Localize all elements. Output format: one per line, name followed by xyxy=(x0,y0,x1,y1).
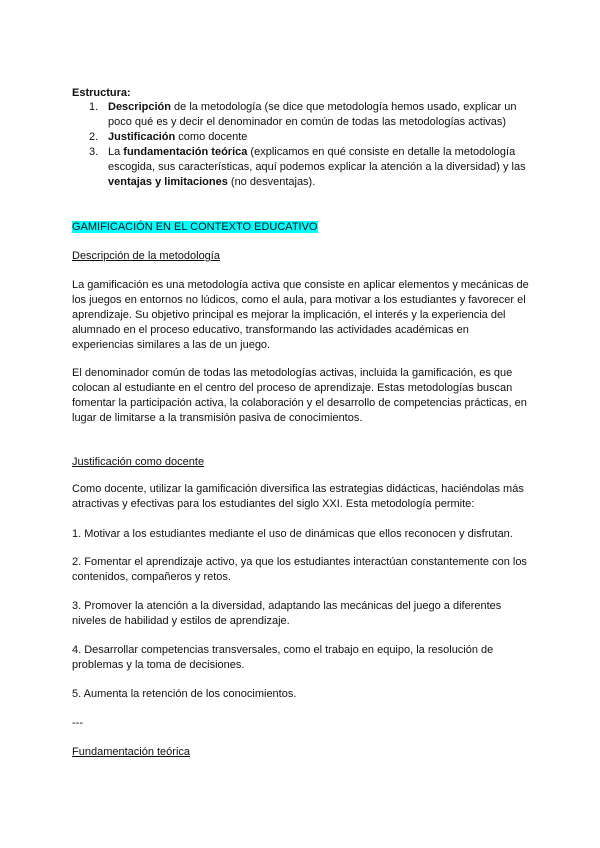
estructura-item-1: 1. Descripción de la metodología (se dice que metodología hemos usado, explicar un poco qué es y decir el denominador en común de todas las metodologías activas) xyxy=(89,101,517,128)
estructura-list xyxy=(72,100,532,190)
justificacion-item-1: 1. Motivar a los estudiantes mediante el uso de dinámicas que ellos reconocen y disfrutan. xyxy=(72,528,513,540)
descripcion-paragraph-1: La gamificación es una metodología activa que consiste en aplicar elementos y mecánicas de los juegos en entornos no lúdicos, como el aula, para motivar a los estudiantes y favorecer el aprendizaje. Su objetivo principal es mejorar la implicación, el interés y la experiencia del alumnado en el proceso educativo, transformando las actividades académicas en experiencias similares a las de un juego. xyxy=(72,279,529,351)
fundamentacion-heading: Fundamentación teórica xyxy=(72,746,191,758)
justificacion-item-5: 5. Aumenta la retención de los conocimientos. xyxy=(72,688,297,700)
estructura-title: Estructura: xyxy=(72,87,131,99)
descripcion-paragraph-2: El denominador común de todas las metodologías activas, incluida la gamificación, es que colocan al estudiante en el centro del proceso de aprendizaje. Estas metodologías buscan fomentar la participación activa, la colaboración y el desarrollo de competencias prácticas, en lugar de limitarse a la transmisión pasiva de conocimientos. xyxy=(72,367,527,424)
justificacion-item-3: 3. Promover la atención a la diversidad, adaptando las mecánicas del juego a diferentes niveles de habilidad y estilos de aprendizaje. xyxy=(72,600,502,627)
separator: --- xyxy=(72,717,83,729)
estructura-item-3: 3. La fundamentación teórica (explicamos en qué consiste en detalle la metodología escogida, sus características, aquí podemos explicar la atención a la diversidad) y las ventajas y limitaciones (no desventajas). xyxy=(89,146,526,188)
justificacion-heading: Justificación como docente xyxy=(72,456,205,468)
estructura-item-2: 2. Justificación como docente xyxy=(89,131,248,143)
justificacion-item-2: 2. Fomentar el aprendizaje activo, ya que los estudiantes interactúan constantemente con los contenidos, compañeros y retos. xyxy=(72,556,527,583)
descripcion-heading: Descripción de la metodología xyxy=(72,250,220,262)
justificacion-intro: Como docente, utilizar la gamificación diversifica las estrategias didácticas, haciéndolas más atractivas y efectivas para los estudiantes del siglo XXI. Esta metodología permite: xyxy=(72,483,524,510)
section-title: GAMIFICACIÓN EN EL CONTEXTO EDUCATIVO xyxy=(72,221,318,233)
justificacion-item-4: 4. Desarrollar competencias transversales, como el trabajo en equipo, la resolución de problemas y la toma de decisiones. xyxy=(72,644,494,671)
